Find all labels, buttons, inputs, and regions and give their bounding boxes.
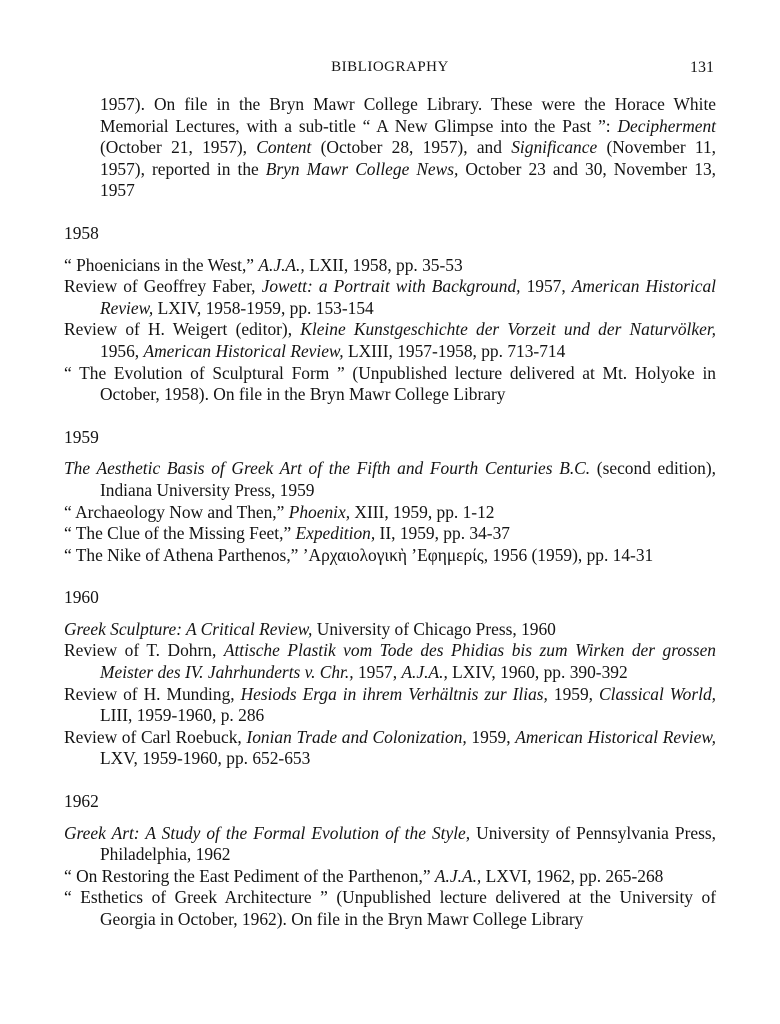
italic-title-run: Kleine Kunstgeschichte der Vorzeit und der Naturvölker, bbox=[300, 319, 716, 340]
bibliography-entry bbox=[64, 619, 716, 641]
italic-title-run: Content bbox=[256, 137, 312, 158]
italic-title-run: Phoenix, bbox=[288, 501, 351, 522]
year-heading: 1960 bbox=[64, 587, 99, 608]
text-run: (October 21, 1957), bbox=[100, 137, 257, 158]
italic-title-run: Greek Sculpture: A Critical Review, bbox=[64, 618, 313, 639]
italic-title-run: A.J.A., bbox=[401, 662, 448, 683]
italic-title-run: Jowett: a Portrait with Background, bbox=[261, 276, 521, 297]
text-run: “ Archaeology Now and Then,” bbox=[64, 501, 289, 522]
year-heading: 1959 bbox=[64, 426, 99, 447]
bibliography-entry bbox=[64, 458, 716, 501]
running-title: BIBLIOGRAPHY bbox=[331, 59, 449, 75]
text-run: LXIII, 1957-1958, pp. 713-714 bbox=[343, 340, 566, 361]
bibliography-entry bbox=[64, 866, 716, 888]
text-run: 1956, bbox=[100, 340, 144, 361]
bibliography-entry bbox=[64, 255, 716, 277]
text-run: Review of Geoffrey Faber, bbox=[64, 276, 262, 297]
italic-title-run: American Historical Review, bbox=[143, 340, 344, 361]
text-run: LXVI, 1962, pp. 265-268 bbox=[481, 865, 664, 886]
text-run: LIII, 1959-1960, p. 286 bbox=[100, 705, 265, 726]
italic-title-run: Hesiods Erga in ihrem Verhältnis zur Ilias, bbox=[240, 683, 548, 704]
bibliography-entry bbox=[64, 502, 716, 524]
text-run: “ Esthetics of Greek Architecture ” (Unpublished lecture delivered at the University of Georgia in October, 1962). On file in the Bryn Mawr College Library bbox=[64, 887, 716, 929]
text-run: 1959, bbox=[466, 726, 516, 747]
text-run: XIII, 1959, pp. 1-12 bbox=[350, 501, 495, 522]
year-heading: 1962 bbox=[64, 791, 99, 812]
text-run: Review of T. Dohrn, bbox=[64, 640, 224, 661]
text-run: II, 1959, pp. 34-37 bbox=[375, 523, 510, 544]
continued-entry bbox=[64, 94, 716, 202]
text-run: LXIV, 1958-1959, pp. 153-154 bbox=[153, 297, 374, 318]
running-header bbox=[64, 59, 716, 81]
text-run: LXV, 1959-1960, pp. 652-653 bbox=[100, 748, 311, 769]
bibliography-body bbox=[64, 94, 716, 931]
italic-title-run: Bryn Mawr College News, bbox=[265, 158, 459, 179]
bibliography-entry bbox=[64, 545, 716, 567]
year-heading: 1958 bbox=[64, 222, 99, 243]
bibliography-entry bbox=[64, 363, 716, 406]
text-run: Review of H. Munding, bbox=[64, 683, 241, 704]
text-run: (October 28, 1957), and bbox=[311, 137, 512, 158]
italic-title-run: Greek Art: A Study of the Formal Evolution of the Style, bbox=[64, 822, 471, 843]
italic-title-run: American Historical Review, bbox=[515, 726, 716, 747]
italic-title-run: A.J.A., bbox=[434, 865, 482, 886]
italic-title-run: Attische Plastik vom Tode des Phidias bis zum Wirken der grossen Meister des IV. Jahrhunderts v. Chr., bbox=[100, 640, 716, 683]
text-run: (second edition), Indiana University Press, 1959 bbox=[100, 458, 716, 500]
italic-title-run: Classical World, bbox=[599, 683, 716, 704]
text-run: “ On Restoring the East Pediment of the Parthenon,” bbox=[64, 865, 435, 886]
bibliography-entry bbox=[64, 276, 716, 319]
page-number: 131 bbox=[690, 59, 714, 76]
italic-title-run: Expedition, bbox=[295, 523, 376, 544]
bibliography-entry bbox=[64, 887, 716, 930]
italic-title-run: Significance bbox=[511, 137, 598, 158]
bibliography-entry bbox=[64, 523, 716, 545]
text-run: “ The Nike of Athena Parthenos,” ’Αρχαιολογικὴ ’Εφημερίς, 1956 (1959), pp. 14-31 bbox=[64, 544, 654, 565]
italic-title-run: American Historical Review, bbox=[100, 276, 716, 318]
text-run: “ The Clue of the Missing Feet,” bbox=[64, 523, 296, 544]
text-run: LXIV, 1960, pp. 390-392 bbox=[447, 662, 628, 683]
bibliography-entry bbox=[64, 727, 716, 770]
bibliography-entry bbox=[64, 319, 716, 362]
text-run: 1957). On file in the Bryn Mawr College Library. These were the Horace White Memorial Lectures, with a sub-title “ A New Glimpse into the Past ”: bbox=[100, 94, 716, 136]
italic-title-run: A.J.A., bbox=[258, 254, 305, 275]
bibliography-sections bbox=[64, 223, 716, 931]
bibliography-entry bbox=[64, 684, 716, 727]
text-run: 1957, bbox=[353, 662, 402, 683]
italic-title-run: The Aesthetic Basis of Greek Art of the Fifth and Fourth Centuries B.C. bbox=[64, 458, 591, 479]
text-run: 1959, bbox=[547, 683, 600, 704]
bibliography-entry bbox=[64, 823, 716, 866]
text-run: October 23 and 30, November 13, 1957 bbox=[100, 158, 716, 201]
text-run: Review of H. Weigert (editor), bbox=[64, 319, 301, 340]
text-run: Review of Carl Roebuck, bbox=[64, 726, 247, 747]
text-run: University of Chicago Press, 1960 bbox=[312, 618, 556, 639]
text-run: University of Pennsylvania Press, Philadelphia, 1962 bbox=[100, 822, 716, 865]
bibliography-entry bbox=[64, 640, 716, 683]
text-run: 1957, bbox=[520, 276, 572, 297]
text-run: (November 11, 1957), reported in the bbox=[100, 137, 716, 179]
italic-title-run: Ionian Trade and Colonization, bbox=[246, 726, 467, 747]
text-run: LXII, 1958, pp. 35-53 bbox=[304, 254, 463, 275]
text-run: “ Phoenicians in the West,” bbox=[64, 254, 259, 275]
italic-title-run: Decipherment bbox=[617, 115, 716, 136]
text-run: “ The Evolution of Sculptural Form ” (Unpublished lecture delivered at Mt. Holyoke in October, 1958). On file in the Bryn Mawr College Library bbox=[64, 362, 716, 405]
